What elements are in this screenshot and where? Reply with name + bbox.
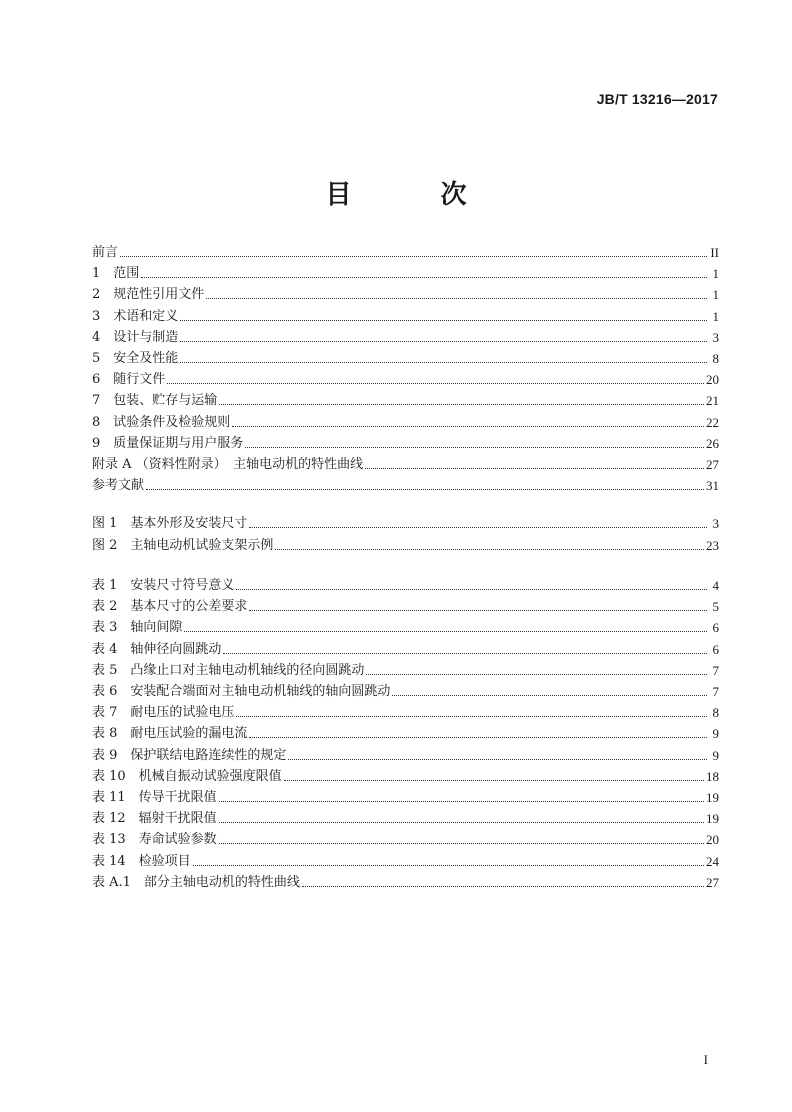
dot-leader [120, 255, 707, 257]
toc-entry-label: 7 包装、贮存与运输 [92, 393, 218, 409]
toc-entry-label: 8 试验条件及检验规则 [92, 414, 231, 430]
toc-entry-page: 9 [712, 726, 719, 742]
toc-entry-page: 24 [706, 853, 719, 869]
toc-entry-page: 4 [712, 578, 719, 593]
dot-leader [236, 588, 707, 590]
dot-leader [302, 885, 704, 887]
toc-entry[interactable] [92, 511, 719, 531]
toc-entry-page: 7 [712, 684, 719, 699]
toc-entry[interactable] [92, 473, 719, 493]
toc-entry[interactable] [92, 304, 719, 324]
dot-leader [146, 488, 704, 490]
toc-entry[interactable] [92, 637, 719, 657]
toc-entry-label: 表 6 安装配合端面对主轴电动机轴线的轴向圆跳动 [92, 684, 391, 699]
toc-entry-page: 1 [712, 308, 719, 324]
toc-entry-page: 26 [706, 435, 719, 451]
toc-entry-label: 表 14 检验项目 [92, 853, 191, 869]
toc-entry-label: 9 质量保证期与用户服务 [92, 435, 244, 451]
toc-entry-page: 3 [712, 516, 719, 531]
toc-entry-page: 7 [712, 662, 719, 678]
page-title: 目 次 [325, 180, 507, 210]
toc-entry-label: 4 设计与制造 [92, 329, 179, 345]
dot-leader [284, 779, 704, 781]
dot-leader [141, 276, 707, 278]
page-number: I [703, 1052, 708, 1067]
toc-entry-label: 5 安全及性能 [92, 351, 179, 366]
toc-entry[interactable] [92, 431, 719, 451]
toc-entry-label: 附录 A （资料性附录） 主轴电动机的特性曲线 [92, 457, 364, 472]
toc-entry[interactable] [92, 679, 719, 699]
dot-leader [167, 382, 704, 384]
toc-entry-page: 31 [706, 478, 719, 494]
dot-leader [219, 800, 704, 802]
toc-entry-page: 27 [706, 874, 719, 890]
toc-entry-page: 8 [712, 705, 719, 721]
toc-entry[interactable] [92, 806, 719, 826]
dot-leader [219, 821, 704, 823]
toc-entry-label: 1 范围 [92, 266, 140, 282]
dot-leader [249, 609, 707, 611]
toc-entry-label: 表 9 保护联结电路连续性的规定 [92, 747, 287, 763]
toc-entry[interactable] [92, 367, 719, 387]
dot-leader [275, 548, 704, 550]
toc-entry[interactable] [92, 594, 719, 614]
toc-entry-label: 图 1 基本外形及安装尺寸 [92, 516, 248, 531]
toc-entry-page: 21 [706, 393, 719, 409]
dot-leader [288, 758, 707, 760]
toc-entry-page: 23 [706, 537, 719, 553]
toc-entry-label: 表 5 凸缘止口对主轴电动机轴线的径向圆跳动 [92, 662, 365, 678]
toc-entry-page: 1 [712, 266, 719, 282]
dot-leader [232, 425, 704, 427]
toc-entry[interactable] [92, 764, 719, 784]
toc-entry-page: 6 [712, 620, 719, 636]
dot-leader [180, 319, 707, 321]
toc-entry-page: II [710, 245, 719, 260]
toc-entry-page: 22 [706, 414, 719, 430]
toc-entry[interactable] [92, 325, 719, 345]
toc-entry[interactable] [92, 743, 719, 763]
toc-entry-page: 19 [706, 790, 719, 805]
toc-entry-page: 20 [706, 832, 719, 848]
dot-leader [180, 340, 707, 342]
toc-entry[interactable] [92, 410, 719, 430]
toc-entry-label: 表 7 耐电压的试验电压 [92, 705, 235, 721]
toc-entry[interactable] [92, 388, 719, 408]
toc-entry-label: 表 13 寿命试验参数 [92, 832, 217, 848]
toc-entry[interactable] [92, 346, 719, 366]
toc-entry[interactable] [92, 261, 719, 281]
toc-entry-page: 6 [712, 641, 719, 657]
toc-entry-label: 表 4 轴伸径向圆跳动 [92, 641, 222, 657]
toc-entry-label: 表 8 耐电压试验的漏电流 [92, 726, 248, 742]
toc-entry-page: 8 [712, 351, 719, 366]
toc-entry-label: 表 3 轴向间隙 [92, 620, 183, 636]
dot-leader [249, 736, 707, 738]
dot-leader [392, 694, 707, 696]
dot-leader [223, 652, 707, 654]
toc-entry-label: 参考文献 [92, 478, 145, 494]
dot-leader [206, 297, 707, 299]
dot-leader [219, 403, 704, 405]
toc-entry-page: 9 [712, 747, 719, 763]
toc-entry[interactable] [92, 870, 719, 890]
toc-entry[interactable] [92, 700, 719, 720]
toc-entry-page: 20 [706, 372, 719, 388]
toc-entry-label: 表 2 基本尺寸的公差要求 [92, 599, 248, 615]
toc-entry[interactable] [92, 615, 719, 635]
dot-leader [366, 673, 707, 675]
toc-entry[interactable] [92, 785, 719, 805]
dot-leader [193, 864, 704, 866]
toc-entry[interactable] [92, 573, 719, 593]
toc-entry[interactable] [92, 849, 719, 869]
toc-entry-label: 3 术语和定义 [92, 308, 179, 324]
toc-entry[interactable] [92, 658, 719, 678]
dot-leader [365, 467, 704, 469]
toc-entry-label: 表 1 安装尺寸符号意义 [92, 578, 235, 593]
toc-entry[interactable] [92, 240, 719, 260]
dot-leader [245, 446, 704, 448]
toc-entry[interactable] [92, 721, 719, 741]
toc-entry-page: 3 [712, 329, 719, 345]
toc-entry-label: 图 2 主轴电动机试验支架示例 [92, 537, 274, 553]
toc-entry-page: 18 [706, 768, 719, 784]
toc-entry[interactable] [92, 533, 719, 553]
standard-code: JB/T 13216—2017 [596, 91, 718, 107]
toc-entry-label: 表 A.1 部分主轴电动机的特性曲线 [92, 874, 300, 890]
dot-leader [236, 715, 707, 717]
dot-leader [219, 842, 704, 844]
toc-entry-label: 表 10 机械自振动试验强度限值 [92, 768, 282, 784]
toc-entry-page: 19 [706, 811, 719, 827]
toc-entry-page: 27 [706, 457, 719, 472]
toc-entry-label: 2 规范性引用文件 [92, 287, 205, 303]
toc-entry-label: 表 11 传导干扰限值 [92, 790, 217, 805]
dot-leader [184, 630, 707, 632]
dot-leader [249, 526, 707, 528]
toc-entry-page: 1 [712, 287, 719, 303]
toc-entry-label: 前言 [92, 245, 119, 260]
toc-entry-label: 表 12 辐射干扰限值 [92, 811, 217, 827]
toc-entry-page: 5 [712, 599, 719, 615]
dot-leader [180, 361, 707, 363]
toc-entry[interactable] [92, 452, 719, 472]
toc-entry[interactable] [92, 827, 719, 847]
toc-entry[interactable] [92, 282, 719, 302]
toc-entry-label: 6 随行文件 [92, 372, 166, 388]
